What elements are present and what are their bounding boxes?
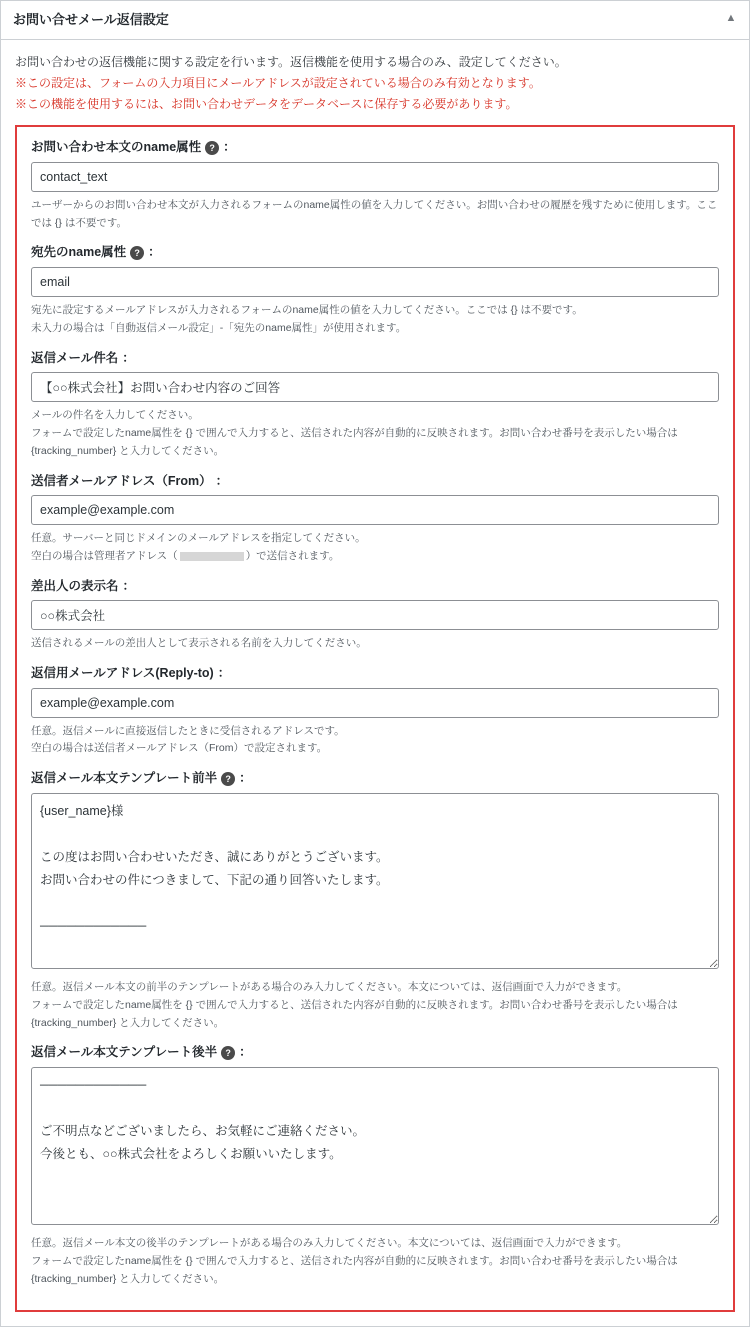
- field-from-address: [31, 473, 719, 566]
- help-icon[interactable]: ?: [205, 141, 219, 155]
- label-from-name-text: 差出人の表示名: [31, 578, 119, 593]
- label-colon: ：: [217, 666, 231, 681]
- desc-line: ユーザーからのお問い合わせ本文が入力されるフォームのname属性の値を入力してください。お問い合わせの履歴を残すために使用します。ここでは {} は不要です。: [31, 198, 718, 229]
- label-colon: ：: [148, 245, 161, 260]
- label-colon: ：: [223, 140, 236, 155]
- desc-line: メールの件名を入力してください。: [31, 409, 199, 422]
- help-icon[interactable]: ?: [221, 1046, 235, 1060]
- field-reply-to: [31, 665, 719, 758]
- label-reply-to: [31, 665, 719, 683]
- label-from-name: [31, 578, 719, 596]
- reply-to-input[interactable]: [31, 688, 719, 718]
- body-name-attr-input[interactable]: [31, 162, 719, 192]
- intro-description: お問い合わせの返信機能に関する設定を行います。返信機能を使用する場合のみ、設定してください。: [15, 55, 567, 70]
- desc-masked-after: ）で送信されます。: [245, 549, 340, 562]
- help-icon[interactable]: ?: [130, 246, 144, 260]
- label-body-name-attr-text: お問い合わせ本文のname属性: [31, 140, 202, 155]
- desc-line: フォームで設定したname属性を {} で囲んで入力すると、送信された内容が自動的に反映されます。お問い合わせ番号を表示したい場合は {tracking_number} と入力してください。: [31, 1254, 678, 1285]
- desc-line-masked: [31, 548, 719, 566]
- from-address-input[interactable]: [31, 495, 719, 525]
- chevron-up-icon[interactable]: ▲: [725, 12, 737, 24]
- label-template-second: [31, 1044, 719, 1062]
- label-reply-to-text: 返信用メールアドレス(Reply-to): [31, 666, 214, 681]
- desc-to-name-attr: [31, 302, 719, 338]
- field-subject: [31, 350, 719, 461]
- label-template-first-text: 返信メール本文テンプレート前半: [31, 771, 218, 786]
- desc-from-address: [31, 530, 719, 566]
- template-second-textarea[interactable]: [31, 1067, 719, 1225]
- label-from-address-text: 送信者メールアドレス（From）: [31, 473, 212, 488]
- desc-from-name: [31, 635, 719, 653]
- desc-line: フォームで設定したname属性を {} で囲んで入力すると、送信された内容が自動的に反映されます。お問い合わせ番号を表示したい場合は {tracking_number} と入力してください。: [31, 426, 678, 457]
- desc-line: 任意。返信メールに直接返信したときに受信されるアドレスです。: [31, 724, 345, 737]
- desc-body-name-attr: [31, 197, 719, 233]
- desc-line: 未入力の場合は「自動返信メール設定」-「宛先のname属性」が使用されます。: [31, 321, 407, 334]
- field-template-second: [31, 1044, 719, 1288]
- subject-input[interactable]: [31, 372, 719, 402]
- masked-admin-address: [180, 552, 244, 561]
- label-colon: ：: [215, 473, 229, 488]
- desc-line: 任意。返信メール本文の後半のテンプレートがある場合のみ入力してください。本文については、返信画面で入力ができます。: [31, 1236, 628, 1249]
- desc-line: 送信されるメールの差出人として表示される名前を入力してください。: [31, 637, 367, 650]
- from-name-input[interactable]: [31, 600, 719, 630]
- panel-title: お問い合せメール返信設定: [13, 12, 169, 27]
- field-to-name-attr: [31, 244, 719, 337]
- panel-body: [1, 40, 749, 1326]
- label-subject: [31, 350, 719, 368]
- label-from-address: [31, 473, 719, 491]
- field-from-name: [31, 578, 719, 653]
- reply-settings-group: [15, 125, 735, 1312]
- help-icon[interactable]: ?: [221, 772, 235, 786]
- desc-line: 空白の場合は送信者メールアドレス（From）で設定されます。: [31, 742, 328, 755]
- label-subject-text: 返信メール件名: [31, 350, 119, 365]
- desc-masked-before: 空白の場合は管理者アドレス（: [31, 549, 178, 562]
- panel-header[interactable]: [1, 1, 749, 40]
- intro-warning-2: ※この機能を使用するには、お問い合わせデータをデータベースに保存する必要があります。: [15, 97, 518, 112]
- label-colon: ：: [239, 1045, 252, 1060]
- label-template-first: [31, 770, 719, 788]
- desc-template-first: [31, 979, 719, 1033]
- label-template-second-text: 返信メール本文テンプレート後半: [31, 1045, 218, 1060]
- desc-line: 宛先に設定するメールアドレスが入力されるフォームのname属性の値を入力してください。ここでは {} は不要です。: [31, 303, 583, 316]
- field-template-first: [31, 770, 719, 1032]
- label-to-name-attr: [31, 244, 719, 262]
- label-colon: ：: [122, 350, 135, 365]
- desc-line: 任意。返信メール本文の前半のテンプレートがある場合のみ入力してください。本文については、返信画面で入力ができます。: [31, 980, 628, 993]
- label-colon: ：: [239, 771, 252, 786]
- desc-template-second: [31, 1235, 719, 1289]
- label-body-name-attr: [31, 139, 719, 157]
- to-name-attr-input[interactable]: [31, 267, 719, 297]
- desc-subject: [31, 407, 719, 461]
- template-first-textarea[interactable]: [31, 793, 719, 969]
- desc-line: フォームで設定したname属性を {} で囲んで入力すると、送信された内容が自動的に反映されます。お問い合わせ番号を表示したい場合は {tracking_number} と入力してください。: [31, 998, 678, 1029]
- field-body-name-attr: [31, 139, 719, 232]
- label-colon: ：: [122, 578, 136, 593]
- desc-line: 任意。サーバーと同じドメインのメールアドレスを指定してください。: [31, 532, 366, 545]
- desc-reply-to: [31, 723, 719, 759]
- intro-warning-1: ※この設定は、フォームの入力項目にメールアドレスが設定されている場合のみ有効となります。: [15, 76, 541, 91]
- label-to-name-attr-text: 宛先のname属性: [31, 245, 127, 260]
